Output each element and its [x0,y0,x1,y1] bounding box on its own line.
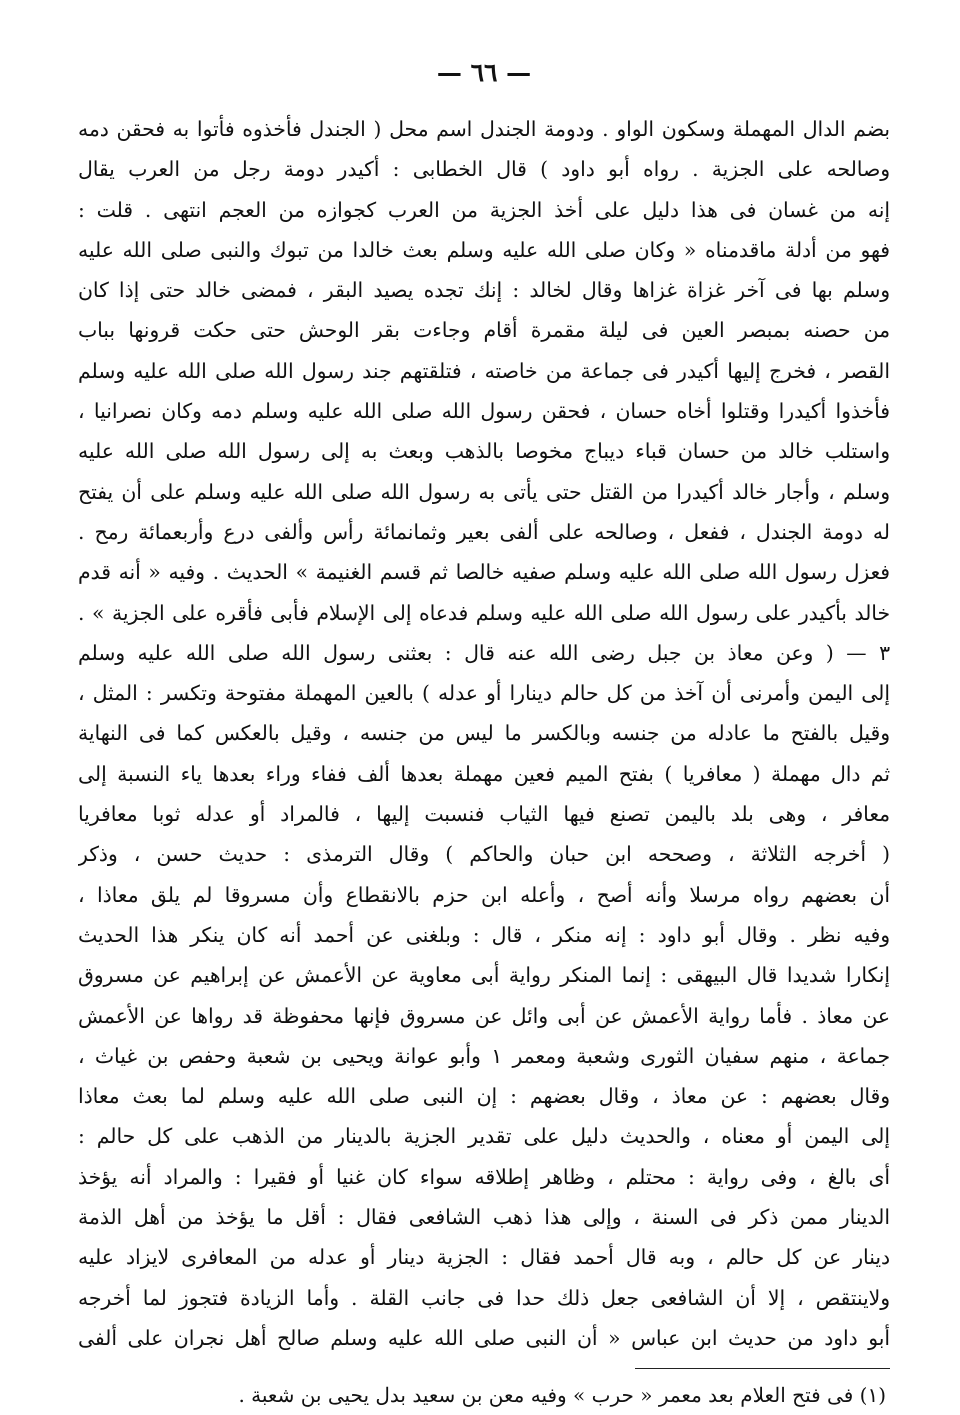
text-line: إنه من غسان فى هذا دليل على أخذ الجزية من العرب كجوازه من العجم انتهى . قلت : [78,197,890,222]
text-line: وصالحه على الجزية . رواه أبو داود ) قال الخطابى : أكيدر دومة رجل من العرب يقال [78,157,890,182]
text-line: وسلم بها فى آخر غزاة غزاها وقال لخالد : إنك تجده يصيد البقر ، فمضى خالد حتى إذا كان [78,278,890,303]
footnote-divider [635,1368,890,1369]
text-line: دينار عن كل حالم ، وبه قال أحمد فقال : الجزية دينار أو عدله من المعافرى لايزاد عليه [78,1245,890,1270]
text-line: إلى اليمن وأمرنى أن آخذ من كل حالم دينارا أو عدله ) بالعين المهملة مفتوحة وتكسر : المثل ، [78,681,890,706]
text-line: إنكارا شديدا قال البيهقى : إنما المنكر رواية أبى معاوية عن الأعمش عن إبراهيم عن مسروق [78,963,890,988]
body-text [78,109,890,1358]
text-line: جماعة ، منهم سفيان الثورى وشعبة ومعمر ١ وأبو عوانة ويحيى بن شعبة وحفص بن غياث ، [78,1043,890,1068]
text-line: ( أخرجه الثلاثة ، وصححه ابن حبان والحاكم ) وقال الترمذى : حديث حسن ، وذكر [78,842,890,867]
text-line: من حصنه بمبصر العين فى ليلة مقمرة أقام وجاءت بقر الوحش حتى حكت قرونها بباب [78,318,890,343]
text-line: معافر ، وهى بلد باليمن تصنع فيها الثياب فنسبت إليها ، فالمراد أو عدله ثوبا معافريا [78,802,890,827]
text-line: وقال بعضهم : عن معاذ ، وقال بعضهم : إن النبى صلى الله عليه وسلم لما بعث معاذا [78,1084,890,1109]
text-line: فأخذوا أكيدرا وقتلوا أخاه حسان ، فحقن رسول الله صلى الله عليه وسلم دمه وكان نصرانيا ، [78,399,890,424]
text-line: فهو من أدلة ماقدمناه « وكان صلى الله عليه وسلم بعث خالدا من تبوك والنبى صلى الله عليه [78,237,890,262]
text-line: وسلم ، وأجار خالد أكيدرا من القتل حتى يأتى به رسول الله صلى الله عليه وسلم على أن يفتح [78,479,890,504]
text-line: بضم الدال المهملة وسكون الواو . ودومة الجندل اسم محل ( الجندل فأخذوه فأتوا به فحقن دمه [78,117,890,141]
text-line: أن بعضهم رواه مرسلا وأنه أصح ، وأعله ابن حزم بالانقطاع وأن مسروقا لم يلق معاذا ، [78,882,890,907]
text-line: القصر ، فخرج إليها أكيدر فى جماعة من خاصته ، فتلقتهم جند رسول الله صلى الله عليه وسلم [78,358,890,383]
text-line: الدينار ممن ذكر فى السنة ، وإلى هذا ذهب الشافعى فقال : أقل ما يؤخذ من أهل الذمة [78,1205,890,1230]
text-line: إلى اليمن أو معناه ، والحديث دليل على تقدير الجزية بالدينار من الذهب على كل حالم : [78,1124,890,1149]
text-line: وقيل بالفتح ما عادله من جنسه وبالكسر ما ليس من جنسه ، وقيل بالعكس كما فى النهاية [78,721,890,746]
text-line: ٣ — ( وعن معاذ بن جبل رضى الله عنه قال : بعثنى رسول الله صلى الله عليه وسلم [78,640,890,665]
text-line: وفيه نظر . وقال أبو داود : إنه منكر ، قال : وبلغنى عن أحمد أنه كان ينكر هذا الحديث [78,922,890,947]
text-line: أبو داود من حديث ابن عباس « أن النبى صلى الله عليه وسلم صالح أهل نجران على ألفى [78,1325,890,1350]
text-line: أى بالغ ، وفى رواية : محتلم ، وظاهر إطلاقه سواء كان غنيا أو فقيرا : والمراد أنه يؤخذ [78,1164,890,1189]
footnote: (١) فى فتح العلام بعد معمر « حرب » وفيه معن بن سعيد بدل يحيى بن شعبة . [238,1383,886,1408]
text-line: فعزل رسول الله صلى الله عليه وسلم صفيه خالصا ثم قسم الغنيمة » الحديث . وفيه « أنه قدم [78,560,890,585]
page-number: — ٦٦ — [436,58,532,87]
text-line: واستلب خالد من حسان قباء ديباج مخوصا بالذهب وبعث به إلى رسول الله صلى الله عليه [78,439,890,464]
text-line: عن معاذ . فأما رواية الأعمش عن أبى وائل عن مسروق فإنها محفوظة قد رواها عن الأعمش [78,1003,890,1028]
text-line: له دومة الجندل ، ففعل ، وصالحه على ألفى بعير وثمانمائة رأس وألفى درع وأربعمائة رمح . [78,519,890,544]
text-line: ولاينتقص ، إلا أن الشافعى جعل ذلك حدا فى جانب القلة . وأما الزيادة فتجوز لما أخرجه [78,1285,890,1310]
text-line: خالد بأكيدر على رسول الله صلى الله عليه وسلم فدعاه إلى الإسلام فأبى فأقره على الجزية » . [78,600,890,625]
text-line: ثم دال مهملة ( معافريا ) بفتح الميم فعين مهملة بعدها ألف ففاء وراء بعدها ياء النسبة إلى [78,761,890,786]
